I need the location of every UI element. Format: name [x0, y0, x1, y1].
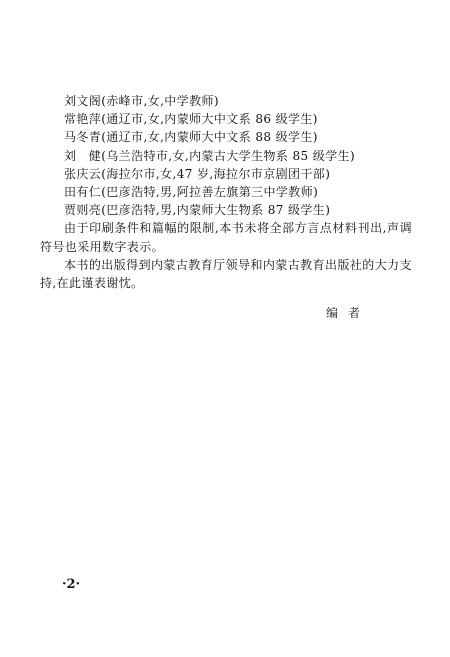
contributor-entry: 田有仁(巴彦浩特,男,阿拉善左旗第三中学教师) [64, 185, 319, 200]
contributor-entry: 刘文阁(赤峰市,女,中学教师) [64, 94, 219, 108]
page-body [40, 92, 412, 292]
contributor-entry: 张庆云(海拉尔市,女,47 岁,海拉尔市京剧团干部) [64, 166, 331, 181]
editor-signature: 编者 [326, 306, 371, 320]
contributor-entry: 常艳萍(通辽市,女,内蒙师大中文系 86 级学生) [64, 112, 318, 127]
contributor-entry: 刘 健(乌兰浩特市,女,内蒙古大学生物系 85 级学生) [64, 148, 356, 163]
contributor-entry: 马冬青(通辽市,女,内蒙师大中文系 88 级学生) [64, 130, 318, 145]
printing-note-paragraph: 由于印刷条件和篇幅的限制,本书未将全部方言点材料刊出,声调符号也采用数字表示。 [40, 221, 412, 254]
page-number: ·2· [62, 577, 81, 592]
contributor-entry: 贾则亮(巴彦浩特,男,内蒙师大生物系 87 级学生) [64, 203, 331, 218]
acknowledgement-paragraph: 本书的出版得到内蒙古教育厅领导和内蒙古教育出版社的大力支持,在此谨表谢忱。 [40, 257, 412, 291]
